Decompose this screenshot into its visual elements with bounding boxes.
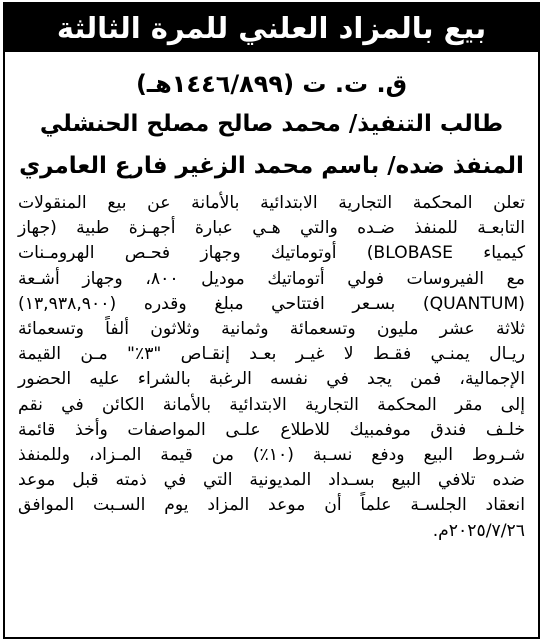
body-line: التابعـة للمنفذ ضـده والتي هـي عبارة أجهـزة طبية (جهاز [18,218,525,239]
body-line: تعلن المحكمة التجارية الابتدائية بالأمانة عن بيع المنقولات [18,193,525,213]
body-line: شـروط البيع ودفع نسـبة (١٠٪) من قيمة المـزاد، وللمنفذ [18,445,525,466]
body-line: خلـف فندق موفمبيك للاطلاع علـى المواصفات وأخذ قائمة [18,419,525,440]
body-line: ثلاثة عشر مليون وتسعمائة وثمانية وثلاثون ألفاً وتسعمائة [18,319,525,340]
body-line: انعقاد الجلسـة علماً أن موعد المزاد يوم السـبت الموافق [18,495,525,516]
applicant-line: طالب التنفيذ/ محمد صالح مصلح الحنشلي [39,111,504,137]
banner-title: بيع بالمزاد العلني للمرة الثالثة [56,11,487,45]
notice-body [5,187,538,544]
case-reference: ق. ت. ت (١٤٤٦/٨٩٩هـ) [135,70,408,98]
body-line: مع الفيروسات فولي أتوماتيك موديل ٨٠٠، وجهاز أشـعة [18,268,526,289]
notice-banner [5,4,538,52]
body-line: الإجمالية، فمن يجد في نفسه الرغبة بالشراء عليه الحضور [18,369,525,390]
body-line: إلى مقر المحكمة التجارية الابتدائية بالأمانة الكائن في نقم [18,394,525,415]
respondent-line: المنفذ ضده/ باسم محمد الزغير فارع العامري [19,153,524,179]
body-line: ريـال يمنـي فقـط لا غيـر بعـد إنقـاص "٣٪" مـن القيمة [18,344,525,365]
legal-notice [3,2,540,639]
body-line-date: ٢٠٢٥/٧/٢٦م. [432,520,525,541]
body-line: ضده تلافي البيع بسـداد المديونية التي في ذمته قبل موعد [18,470,525,491]
body-line: كيمياء BLOBASE) أوتوماتيك وجهاز فحـص الهرومـنات [18,243,526,264]
body-line: (QUANTUM) بسـعر افتتاحي مبلغ وقدره (١٣,٩٣٨,٩٠٠) [18,293,525,314]
